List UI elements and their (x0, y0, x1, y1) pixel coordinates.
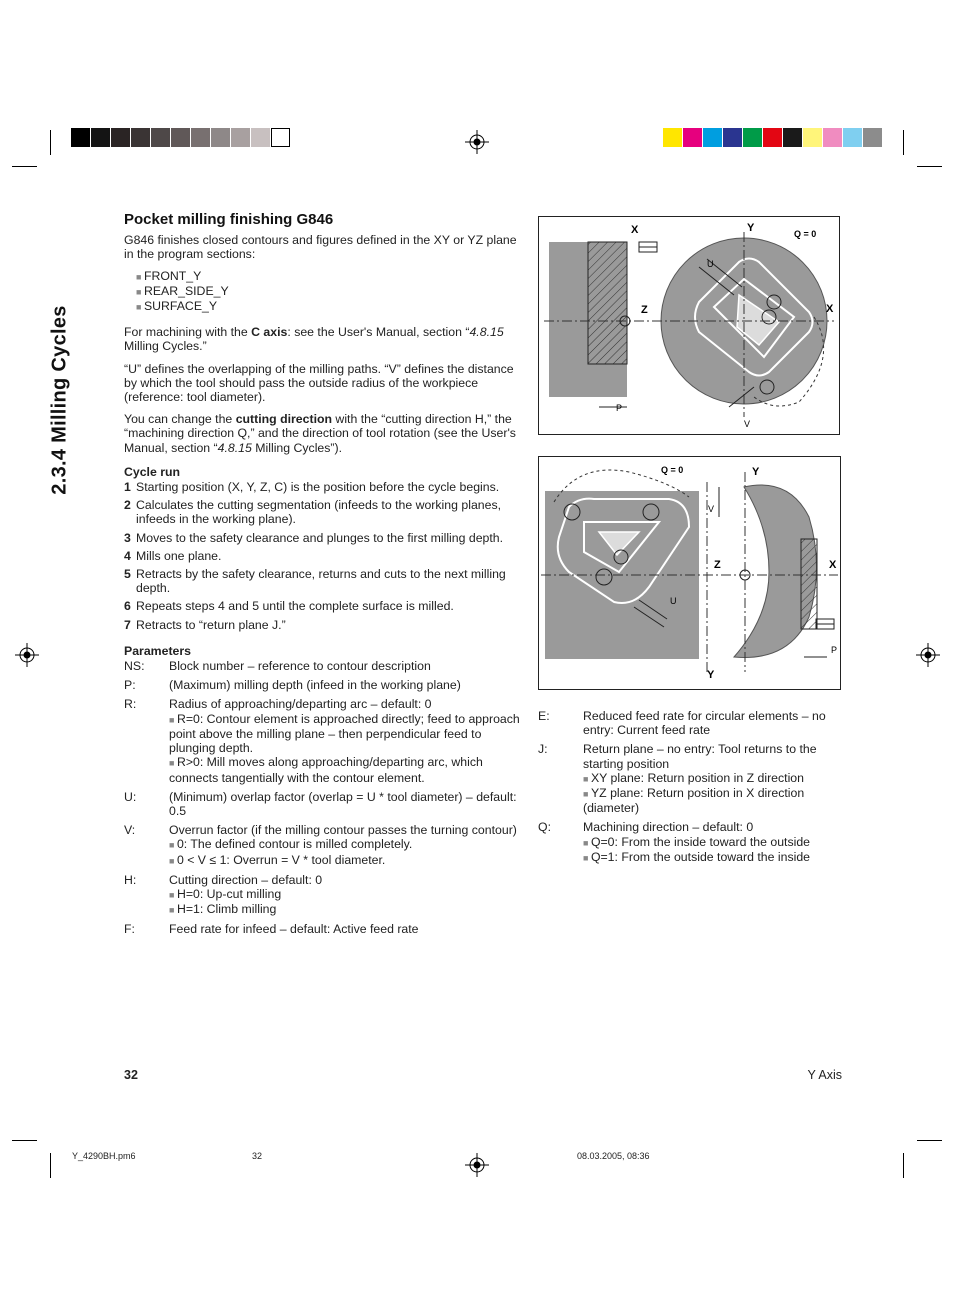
slug-page: 32 (252, 1151, 263, 1161)
gray-swatch (91, 128, 110, 147)
color-swatch (843, 128, 862, 147)
intro-text: G846 finishes closed contours and figures defined in the XY or YZ plane in the program sections: (124, 233, 517, 262)
parameter-key: P: (124, 678, 136, 693)
figure-xy-plane (538, 216, 840, 435)
step-number: 3 (124, 530, 131, 545)
list-item: ■ FRONT_Y (136, 269, 521, 284)
parameter-key: H: (124, 872, 137, 887)
parameters-list-continued (538, 709, 838, 865)
figure-yz-plane (538, 456, 841, 690)
page-number: 32 (124, 1068, 138, 1082)
step-number: 2 (124, 498, 131, 513)
crop-mark (903, 130, 904, 155)
parameter-text: Reduced feed rate for circular elements – no entry: Current feed rate (583, 709, 826, 738)
hatched-section (801, 539, 817, 629)
cycle-run-step (124, 498, 521, 526)
axis-label: X (829, 559, 837, 571)
registration-mark-icon (916, 643, 940, 667)
parameter-text: Feed rate for infeed – default: Active feed rate (169, 922, 419, 937)
parameter-desc (583, 820, 838, 865)
parameter-option: ■ YZ plane: Return position in X direction (diameter) (583, 786, 838, 815)
crop-mark (903, 1153, 904, 1178)
figure-q-label: Q = 0 (794, 229, 817, 239)
registration-mark-icon (15, 643, 39, 667)
gray-swatch (191, 128, 210, 147)
parameter-desc (583, 709, 838, 737)
slug-file: Y_4290BH.pm6 (72, 1151, 136, 1161)
step-number: 7 (124, 617, 131, 632)
parameter-option: ■ R=0: Contour element is approached directly; feed to approach point above the milling plane – then perpendicular feed to plunging depth. (169, 712, 521, 756)
parameters-list (124, 659, 521, 936)
parameter-text: Return plane – no entry: Tool returns to the starting position (583, 742, 817, 771)
step-number: 5 (124, 567, 131, 582)
dimension-label: V (708, 504, 715, 514)
color-swatch (763, 128, 782, 147)
parameter-option: ■ 0: The defined contour is milled completely. (169, 837, 521, 852)
cycle-run-title: Cycle run (124, 464, 181, 479)
parameter-key: Q: (538, 820, 551, 835)
gray-swatch (211, 128, 230, 147)
gray-swatch (271, 128, 290, 147)
parameters-title: Parameters (124, 643, 191, 658)
color-swatch (823, 128, 842, 147)
parameter-key: V: (124, 823, 136, 838)
axis-label: Z (641, 304, 648, 316)
axis-label: Y (747, 222, 755, 234)
parameter-desc (583, 742, 838, 815)
step-text: Mills one plane. (136, 548, 222, 563)
crop-mark (50, 130, 51, 155)
axis-label: Y (752, 466, 760, 478)
dimension-label: U (670, 596, 677, 606)
crop-mark (12, 1140, 37, 1141)
uv-text: “U” defines the overlapping of the milling paths. “V” defines the distance by which the tool should pass the outside radius of the workpiece (reference: tool diameter). (124, 361, 514, 405)
parameter-row (124, 922, 521, 936)
parameter-row (124, 790, 521, 818)
gray-swatch (231, 128, 250, 147)
figure-q-label: Q = 0 (661, 465, 684, 475)
cycle-run-step (124, 549, 521, 563)
gray-swatch (71, 128, 90, 147)
crop-mark (917, 1140, 942, 1141)
parameter-row (124, 823, 521, 868)
cutting-direction-note: You can change the cutting direction with the “cutting direction H,” the “machining direction Q,” and the direction of tool rotation (see the User's Manual, section “4.8.15 Milling Cycles”). (124, 412, 516, 455)
parameter-row (124, 873, 521, 918)
parameter-key: E: (538, 709, 550, 723)
color-swatch (703, 128, 722, 147)
gray-swatch (131, 128, 150, 147)
parameter-row (124, 697, 521, 784)
parameter-desc (169, 823, 521, 868)
gray-swatch (171, 128, 190, 147)
figure-xy-drawing (539, 217, 839, 434)
parameter-desc (169, 873, 521, 918)
footer-section: Y Axis (807, 1068, 842, 1082)
parameter-option: ■ H=0: Up-cut milling (169, 887, 521, 902)
color-swatch (723, 128, 742, 147)
axis-label: X (826, 303, 834, 315)
parameter-row (538, 742, 838, 815)
cycle-run-step (124, 599, 521, 613)
cycle-run-step (124, 531, 521, 545)
slug-date: 08.03.2005, 08:36 (577, 1151, 650, 1161)
step-text: Retracts by the safety clearance, returns and cuts to the next milling depth. (136, 567, 506, 596)
color-swatch (743, 128, 762, 147)
cycle-run-step (124, 480, 521, 494)
parameter-desc (169, 922, 521, 936)
gray-swatch (251, 128, 270, 147)
parameter-desc (169, 659, 521, 673)
parameter-row (538, 709, 838, 737)
parameter-option: ■ R>0: Mill moves along approaching/departing arc, which connects tangentially with the contour element. (169, 755, 521, 784)
parameter-text: Radius of approaching/departing arc – default: 0 (169, 697, 432, 712)
gray-swatch (111, 128, 130, 147)
list-item: ■ REAR_SIDE_Y (136, 284, 521, 299)
parameter-key: U: (124, 789, 137, 804)
right-column (538, 708, 838, 865)
parameter-desc (169, 678, 521, 692)
parameter-desc (169, 790, 521, 818)
parameter-desc (169, 697, 521, 784)
color-swatch (663, 128, 682, 147)
dimension-label: U (707, 259, 714, 269)
parameter-text: (Minimum) overlap factor (overlap = U * tool diameter) – default: 0.5 (169, 789, 517, 818)
parameter-text: Overrun factor (if the milling contour passes the turning contour) (169, 823, 517, 838)
crop-mark (12, 166, 37, 167)
list-item: ■ SURFACE_Y (136, 299, 521, 314)
axis-label: Y (707, 669, 715, 681)
parameter-key: F: (124, 922, 135, 937)
crop-mark (50, 1153, 51, 1178)
step-text: Starting position (X, Y, Z, C) is the position before the cycle begins. (136, 480, 500, 495)
axis-label: Z (714, 559, 721, 571)
color-swatch (803, 128, 822, 147)
dimension-label: P (616, 403, 623, 413)
color-swatch (863, 128, 882, 147)
parameter-key: NS: (124, 659, 145, 674)
registration-mark-icon (465, 1153, 489, 1177)
gray-swatch (151, 128, 170, 147)
page-heading: Pocket milling finishing G846 (124, 211, 334, 228)
step-text: Repeats steps 4 and 5 until the complete surface is milled. (136, 599, 454, 614)
parameter-row (124, 678, 521, 692)
step-text: Calculates the cutting segmentation (infeeds to the working planes, infeeds in the working plane). (136, 498, 502, 527)
step-number: 4 (124, 548, 131, 563)
parameter-key: R: (124, 697, 137, 712)
step-number: 6 (124, 599, 131, 614)
parameter-option: ■ XY plane: Return position in Z direction (583, 771, 838, 786)
cycle-run-step (124, 567, 521, 595)
dimension-label: P (831, 645, 838, 655)
parameter-text: Block number – reference to contour description (169, 659, 431, 674)
step-text: Moves to the safety clearance and plunges to the first milling depth. (136, 530, 504, 545)
parameter-option: ■ Q=0: From the inside toward the outside (583, 835, 838, 850)
registration-mark-icon (465, 130, 489, 154)
parameter-option: ■ H=1: Climb milling (169, 902, 521, 917)
parameter-text: Machining direction – default: 0 (583, 820, 754, 835)
parameter-option: ■ Q=1: From the outside toward the inside (583, 850, 838, 865)
figure-yz-drawing (539, 457, 840, 689)
parameter-text: Cutting direction – default: 0 (169, 872, 323, 887)
axis-label: X (631, 224, 639, 236)
step-number: 1 (124, 480, 131, 495)
color-swatch (783, 128, 802, 147)
cycle-run-step (124, 618, 521, 632)
parameter-row (124, 659, 521, 673)
cycle-run-list (124, 480, 521, 632)
crop-mark (917, 166, 942, 167)
hatched-section (588, 242, 627, 364)
left-column (124, 213, 521, 937)
section-list (124, 269, 521, 315)
step-text: Retracts to “return plane J.” (136, 617, 286, 632)
parameter-option: ■ 0 < V ≤ 1: Overrun = V * tool diameter. (169, 853, 521, 868)
parameter-text: (Maximum) milling depth (infeed in the working plane) (169, 678, 461, 693)
dimension-label: V (744, 419, 751, 429)
parameter-key: J: (538, 742, 548, 757)
color-swatch (683, 128, 702, 147)
parameter-row (538, 820, 838, 865)
c-axis-note: For machining with the C axis: see the User's Manual, section “4.8.15 Milling Cycles.” (124, 325, 504, 354)
